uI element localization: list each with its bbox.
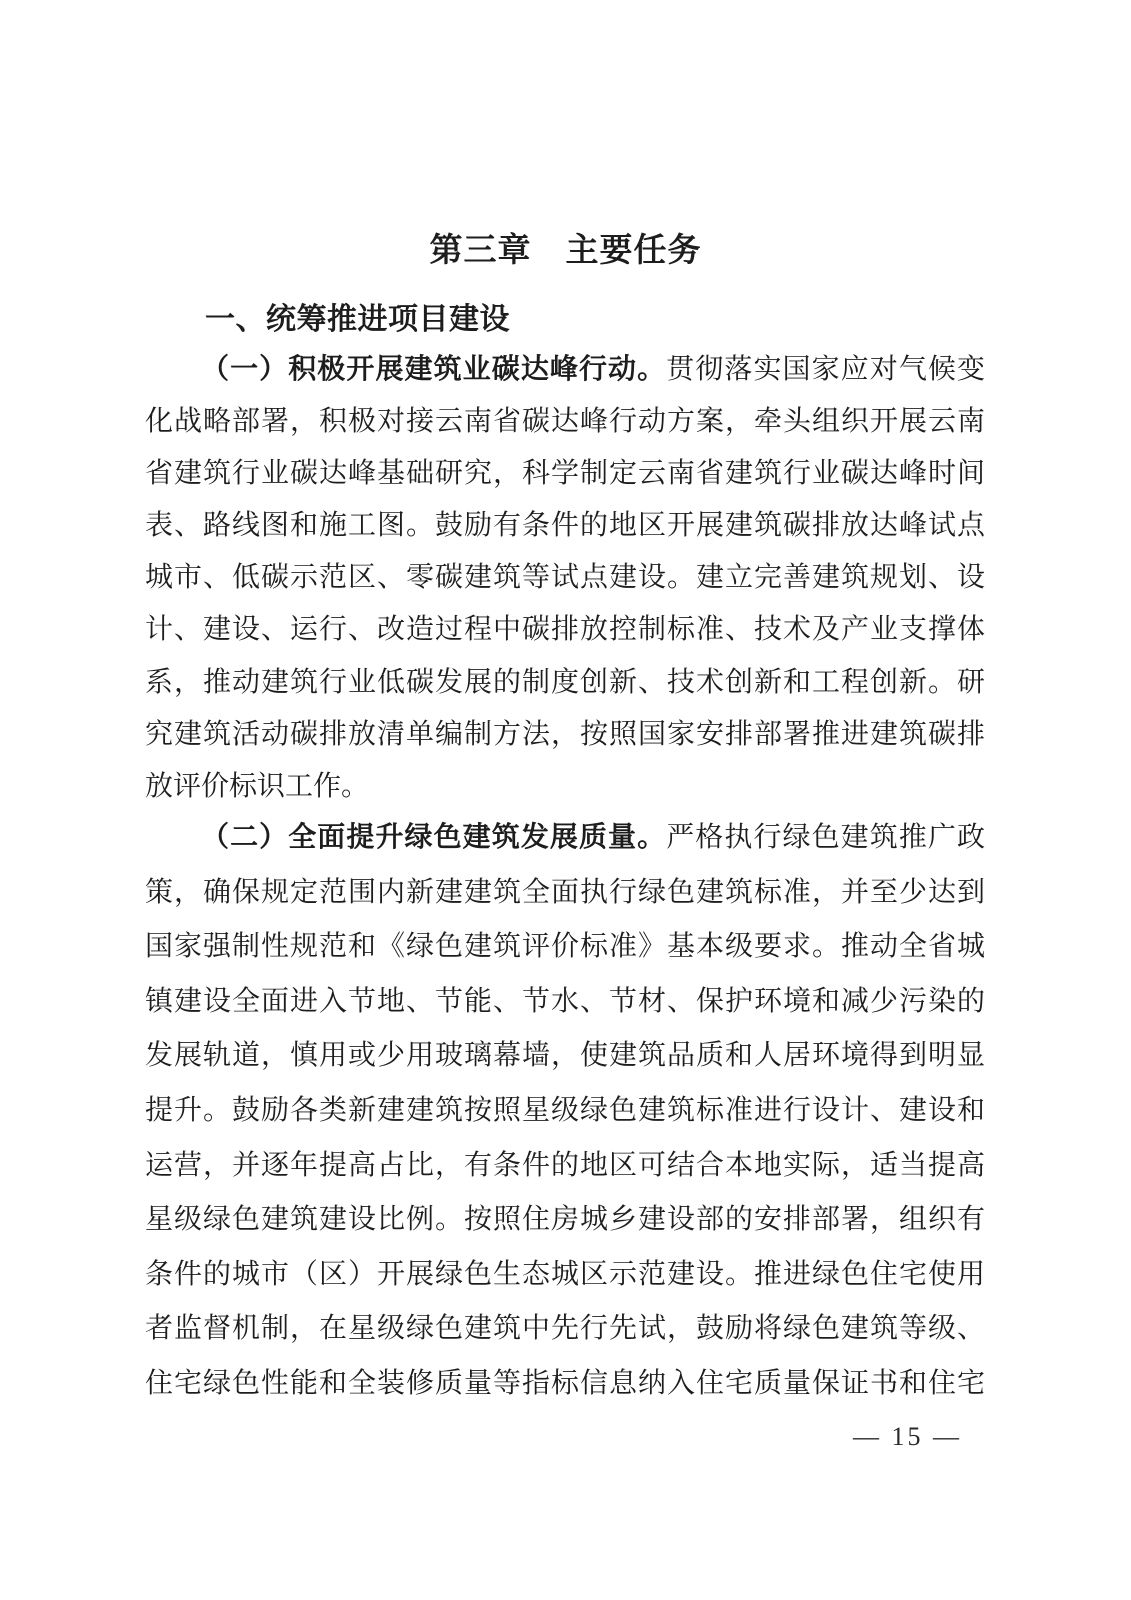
body-text-line: 究建筑活动碳排放清单编制方法，按照国家安排部署推进建筑碳排 xyxy=(145,718,985,750)
body-text-line: 运营，并逐年提高占比，有条件的地区可结合本地实际，适当提高 xyxy=(145,1149,985,1181)
body-text-line: 城市、低碳示范区、零碳建筑等试点建设。建立完善建筑规划、设 xyxy=(145,562,985,594)
body-text-line: 国家强制性规范和《绿色建筑评价标准》基本级要求。推动全省城 xyxy=(145,931,985,963)
body-text-line: 策，确保规定范围内新建建筑全面执行绿色建筑标准，并至少达到 xyxy=(145,876,985,908)
body-text-line: 住宅绿色性能和全装修质量等指标信息纳入住宅质量保证书和住宅 xyxy=(145,1367,985,1399)
paragraph-1-line-rest: 贯彻落实国家应对气候变 xyxy=(666,354,985,385)
body-text-line: 镇建设全面进入节地、节能、节水、节材、保护环境和减少污染的 xyxy=(145,985,985,1017)
body-text-line xyxy=(145,811,985,866)
body-text-line: 星级绿色建筑建设比例。按照住房城乡建设部的安排部署，组织有 xyxy=(145,1204,985,1236)
body-text-line: 提升。鼓励各类新建建筑按照星级绿色建筑标准进行设计、建设和 xyxy=(145,1094,985,1126)
body-text-line xyxy=(145,344,985,396)
page-number: — 15 — xyxy=(853,1422,962,1451)
body-text-line: 省建筑行业碳达峰基础研究，科学制定云南省建筑行业碳达峰时间 xyxy=(145,458,985,490)
body-text-line: 放评价标识工作。 xyxy=(145,770,370,802)
body-text-line: 者监督机制，在星级绿色建筑中先行先试，鼓励将绿色建筑等级、 xyxy=(145,1313,985,1345)
body-text-line: 表、路线图和施工图。鼓励有条件的地区开展建筑碳排放达峰试点 xyxy=(145,510,985,542)
paragraph-2 xyxy=(145,811,985,1412)
body-text-line: 计、建设、运行、改造过程中碳排放控制标准、技术及产业支撑体 xyxy=(145,614,985,646)
body-text-line: 条件的城市（区）开展绿色生态城区示范建设。推进绿色住宅使用 xyxy=(145,1258,985,1290)
section-heading: 一、统筹推进项目建设 xyxy=(205,303,510,336)
paragraph-2-lead: （二）全面提升绿色建筑发展质量。 xyxy=(201,822,667,853)
body-text-line: 发展轨道，慎用或少用玻璃幕墙，使建筑品质和人居环境得到明显 xyxy=(145,1040,985,1072)
paragraph-1-lead: （一）积极开展建筑业碳达峰行动。 xyxy=(201,354,667,385)
chapter-title: 第三章 主要任务 xyxy=(429,233,702,269)
body-text-line: 系，推动建筑行业低碳发展的制度创新、技术创新和工程创新。研 xyxy=(145,666,985,698)
body-text-line: 化战略部署，积极对接云南省碳达峰行动方案，牵头组织开展云南 xyxy=(145,406,985,438)
paragraph-1 xyxy=(145,344,985,813)
paragraph-2-line-rest: 严格执行绿色建筑推广政 xyxy=(666,822,985,853)
